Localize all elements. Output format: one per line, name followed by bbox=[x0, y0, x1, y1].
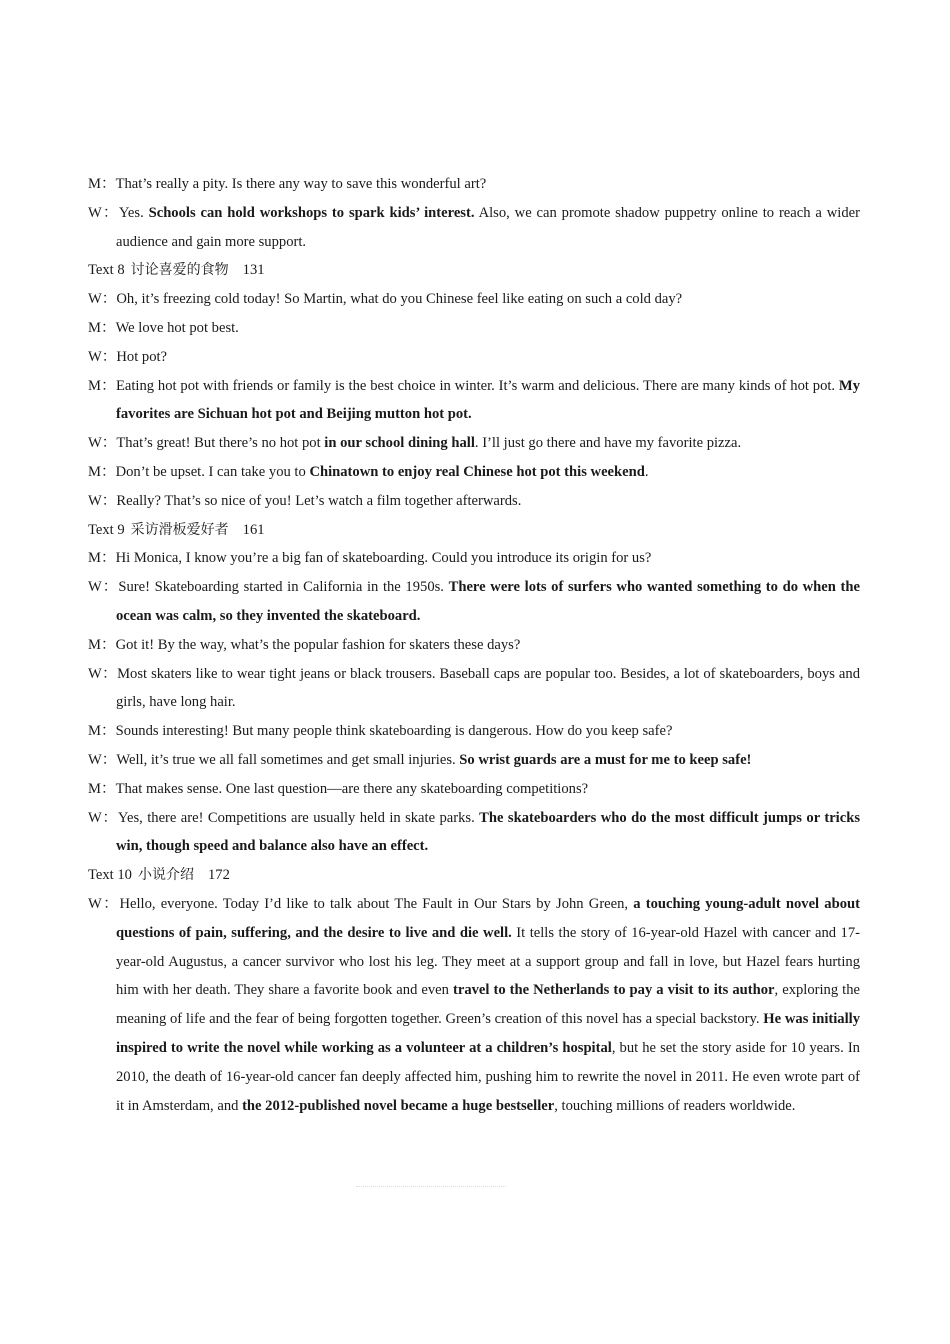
speaker-label: W： bbox=[88, 895, 120, 912]
speaker-label: M： bbox=[88, 463, 116, 480]
key-phrase: There were lots of surfers who wanted something to do when the ocean was calm, so they invented the skateboard. bbox=[116, 579, 860, 624]
speaker-label: W： bbox=[88, 809, 118, 826]
dialogue-line bbox=[88, 314, 860, 343]
dialogue-line bbox=[88, 573, 860, 631]
dialogue-text: Sure! Skateboarding started in California in the 1950s. bbox=[118, 579, 449, 596]
section-label: Text 9 bbox=[88, 521, 125, 538]
dialogue-line bbox=[88, 544, 860, 573]
dialogue-text: We love hot pot best. bbox=[115, 319, 239, 336]
section-title: 采访滑板爱好者 bbox=[130, 521, 229, 538]
speaker-label: M： bbox=[88, 550, 116, 567]
dialogue-text: Most skaters like to wear tight jeans or black trousers. Baseball caps are popular too. Besides, a lot of skateboarders, boys and girls, have long hair. bbox=[116, 665, 860, 711]
key-phrase: the 2012-published novel became a huge bestseller bbox=[242, 1097, 555, 1114]
key-phrase: My favorites are Sichuan hot pot and Beijing mutton hot pot. bbox=[116, 377, 860, 423]
dialogue-text: That makes sense. One last question—are there any skateboarding competitions? bbox=[115, 780, 589, 797]
dialogue-text: , exploring the meaning of life and the fear of being forgotten together. Green’s creation of this novel has a special backstory. bbox=[116, 982, 861, 1028]
speaker-label: M： bbox=[88, 723, 116, 740]
dialogue-text: That’s really a pity. Is there any way to save this wonderful art? bbox=[115, 176, 487, 192]
speaker-label: W： bbox=[88, 204, 119, 221]
speaker-label: M： bbox=[88, 377, 116, 394]
section-title: 讨论喜爱的食物 bbox=[130, 262, 229, 279]
dialogue-line bbox=[88, 890, 860, 1120]
dialogue-line bbox=[88, 429, 860, 458]
speaker-label: M： bbox=[88, 636, 116, 653]
dialogue-line bbox=[88, 804, 860, 862]
dialogue-text: Got it! By the way, what’s the popular fashion for skaters these days? bbox=[115, 636, 521, 653]
dialogue-text: , touching millions of readers worldwide. bbox=[554, 1097, 796, 1114]
dialogue-line bbox=[88, 717, 860, 746]
dialogue-text: That’s great! But there’s no hot pot bbox=[116, 435, 325, 452]
key-phrase: The skateboarders who do the most difficult jumps or tricks win, though speed and balance also have an effect. bbox=[116, 809, 860, 855]
dialogue-line bbox=[88, 458, 860, 487]
dialogue-text: . bbox=[644, 463, 649, 480]
section-label: Text 8 bbox=[88, 262, 125, 279]
dialogue-line bbox=[88, 372, 860, 430]
speaker-label: W： bbox=[88, 751, 117, 768]
dialogue-line bbox=[88, 660, 860, 718]
dialogue-text: It tells the story of 16-year-old Hazel with cancer and 17-year-old Augustus, a cancer survivor who lost his leg. They meet at a support group and fall in love, but Hazel fears hurting him with her death. They share a favorite book and even bbox=[116, 924, 861, 999]
dialogue-line bbox=[88, 285, 860, 314]
dialogue-text: Really? That’s so nice of you! Let’s watch a film together afterwards. bbox=[116, 492, 522, 509]
dialogue-text: , but he set the story aside for 10 years. In 2010, the death of 16-year-old cancer fan deeply affected him, pushing him to rewrite the novel in 2011. He even wrote part of it in Amsterdam, and bbox=[116, 1039, 860, 1114]
dialogue-line bbox=[88, 343, 860, 372]
dialogue-text: Hello, everyone. Today I’d like to talk about The Fault in Our Stars by John Green, bbox=[119, 895, 634, 912]
dialogue-text: Well, it’s true we all fall sometimes and get small injuries. bbox=[116, 751, 460, 768]
speaker-label: W： bbox=[88, 291, 117, 308]
footer-mark bbox=[356, 1186, 506, 1193]
dialogue-text: Hot pot? bbox=[116, 348, 168, 365]
speaker-label: M： bbox=[88, 176, 116, 192]
section-title: 小说介绍 bbox=[137, 867, 194, 884]
dialogue-text: Yes. bbox=[118, 204, 149, 221]
dialogue-line bbox=[88, 199, 860, 257]
dialogue-text: Sounds interesting! But many people think skateboarding is dangerous. How do you keep safe? bbox=[115, 723, 673, 740]
dialogue-text: Yes, there are! Competitions are usually held in skate parks. bbox=[117, 809, 480, 826]
dialogue-text: . I’ll just go there and have my favorite pizza. bbox=[474, 435, 742, 452]
dialogue-line bbox=[88, 487, 860, 516]
section-word-count: 172 bbox=[207, 867, 230, 884]
speaker-label: M： bbox=[88, 780, 116, 797]
dialogue-line bbox=[88, 775, 860, 804]
speaker-label: W： bbox=[88, 665, 118, 682]
section-header bbox=[88, 861, 860, 890]
dialogue-text: Hi Monica, I know you’re a big fan of skateboarding. Could you introduce its origin for us? bbox=[115, 550, 652, 567]
speaker-label: W： bbox=[88, 435, 117, 452]
speaker-label: W： bbox=[88, 492, 117, 509]
key-phrase: Chinatown to enjoy real Chinese hot pot this weekend bbox=[309, 463, 645, 480]
dialogue-line bbox=[88, 170, 860, 199]
speaker-label: W： bbox=[88, 579, 119, 596]
section-label: Text 10 bbox=[88, 867, 132, 884]
key-phrase: in our school dining hall bbox=[324, 435, 475, 452]
section-word-count: 131 bbox=[242, 262, 265, 279]
section-word-count: 161 bbox=[242, 521, 265, 538]
speaker-label: W： bbox=[88, 348, 117, 365]
dialogue-line bbox=[88, 631, 860, 660]
key-phrase: Schools can hold workshops to spark kids’ interest. bbox=[148, 204, 475, 221]
transcript-page bbox=[88, 170, 860, 1120]
section-header bbox=[88, 256, 860, 285]
dialogue-text: Eating hot pot with friends or family is the best choice in winter. It’s warm and delicious. There are many kinds of hot pot. bbox=[115, 377, 839, 394]
section-header bbox=[88, 516, 860, 545]
dialogue-text: Don’t be upset. I can take you to bbox=[115, 463, 310, 480]
speaker-label: M： bbox=[88, 319, 116, 336]
dialogue-line bbox=[88, 746, 860, 775]
key-phrase: He was initially inspired to write the novel while working as a volunteer at a children’s hospital bbox=[116, 1011, 860, 1056]
key-phrase: So wrist guards are a must for me to keep safe! bbox=[459, 751, 752, 768]
dialogue-text: Oh, it’s freezing cold today! So Martin, what do you Chinese feel like eating on such a cold day? bbox=[116, 291, 683, 308]
dialogue-text: Also, we can promote shadow puppetry online to reach a wider audience and gain more support. bbox=[116, 204, 860, 250]
key-phrase: travel to the Netherlands to pay a visit to its author bbox=[452, 982, 775, 999]
key-phrase: a touching young-adult novel about questions of pain, suffering, and the desire to live and die well. bbox=[116, 895, 860, 941]
